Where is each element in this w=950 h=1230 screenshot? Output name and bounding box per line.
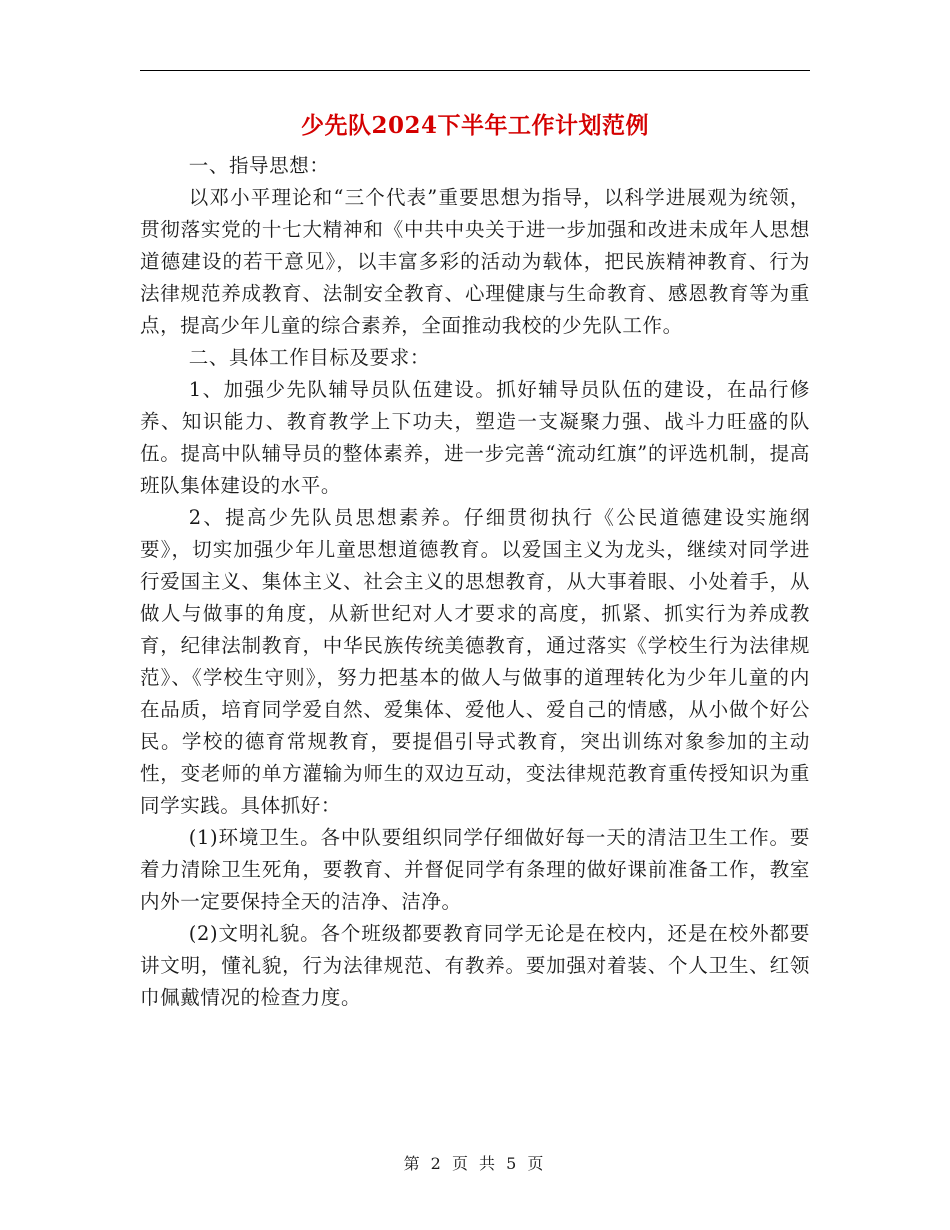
page-footer: 第 2 页 共 5 页: [403, 1154, 547, 1173]
header-rule: [140, 70, 810, 71]
section-heading-goals: 二、具体工作目标及要求：: [188, 346, 430, 369]
paragraph-guiding-ideology: 以邓小平理论和“三个代表”重要思想为指导，以科学进展观为统领，贯彻落实党的十七大精神和《中共中央关于进一步加强和改进未成年人思想道德建设的若干意见》，以丰富多彩的活动为载体，把民族精神教育、行为法律规范养成教育、法制安全教育、心理健康与生命教育、感恩教育等为重点，提高少年儿童的综合素养，全面推动我校的少先队工作。: [140, 186, 810, 337]
paragraph-item-environment: (1)环境卫生。各中队要组织同学仔细做好每一天的清洁卫生工作。要着力清除卫生死角，要教育、并督促同学有条理的做好课前准备工作，教室内外一定要保持全天的洁净、洁净。: [140, 826, 810, 913]
paragraph-item-courtesy: (2)文明礼貌。各个班级都要教育同学无论是在校内，还是在校外都要讲文明，懂礼貌，行为法律规范、有教养。要加强对着装、个人卫生、红领巾佩戴情况的检查力度。: [140, 922, 810, 1009]
section-heading-guiding-ideology: 一、指导思想：: [188, 154, 330, 177]
paragraph-goal-1: 1、加强少先队辅导员队伍建设。抓好辅导员队伍的建设，在品行修养、知识能力、教育教学上下功夫，塑造一支凝聚力强、战斗力旺盛的队伍。提高中队辅导员的整体素养，进一步完善“流动红旗”的评选机制，提高班队集体建设的水平。: [140, 378, 810, 497]
document-body: [140, 150, 810, 1014]
paragraph-goal-2: 2、提高少先队员思想素养。仔细贯彻执行《公民道德建设实施纲要》，切实加强少年儿童思想道德教育。以爱国主义为龙头，继续对同学进行爱国主义、集体主义、社会主义的思想教育，从大事着眼、小处着手，从做人与做事的角度，从新世纪对人才要求的高度，抓紧、抓实行为养成教育，纪律法制教育，中华民族传统美德教育，通过落实《学校生行为法律规范》、《学校生守则》，努力把基本的做人与做事的道理转化为少年儿童的内在品质，培育同学爱自然、爱集体、爱他人、爱自己的情感，从小做个好公民。学校的德育常规教育，要提倡引导式教育，突出训练对象参加的主动性，变老师的单方灌输为师生的双边互动，变法律规范教育重传授知识为重同学实践。具体抓好：: [140, 506, 810, 817]
document-title: 少先队2024下半年工作计划范例: [300, 112, 649, 139]
